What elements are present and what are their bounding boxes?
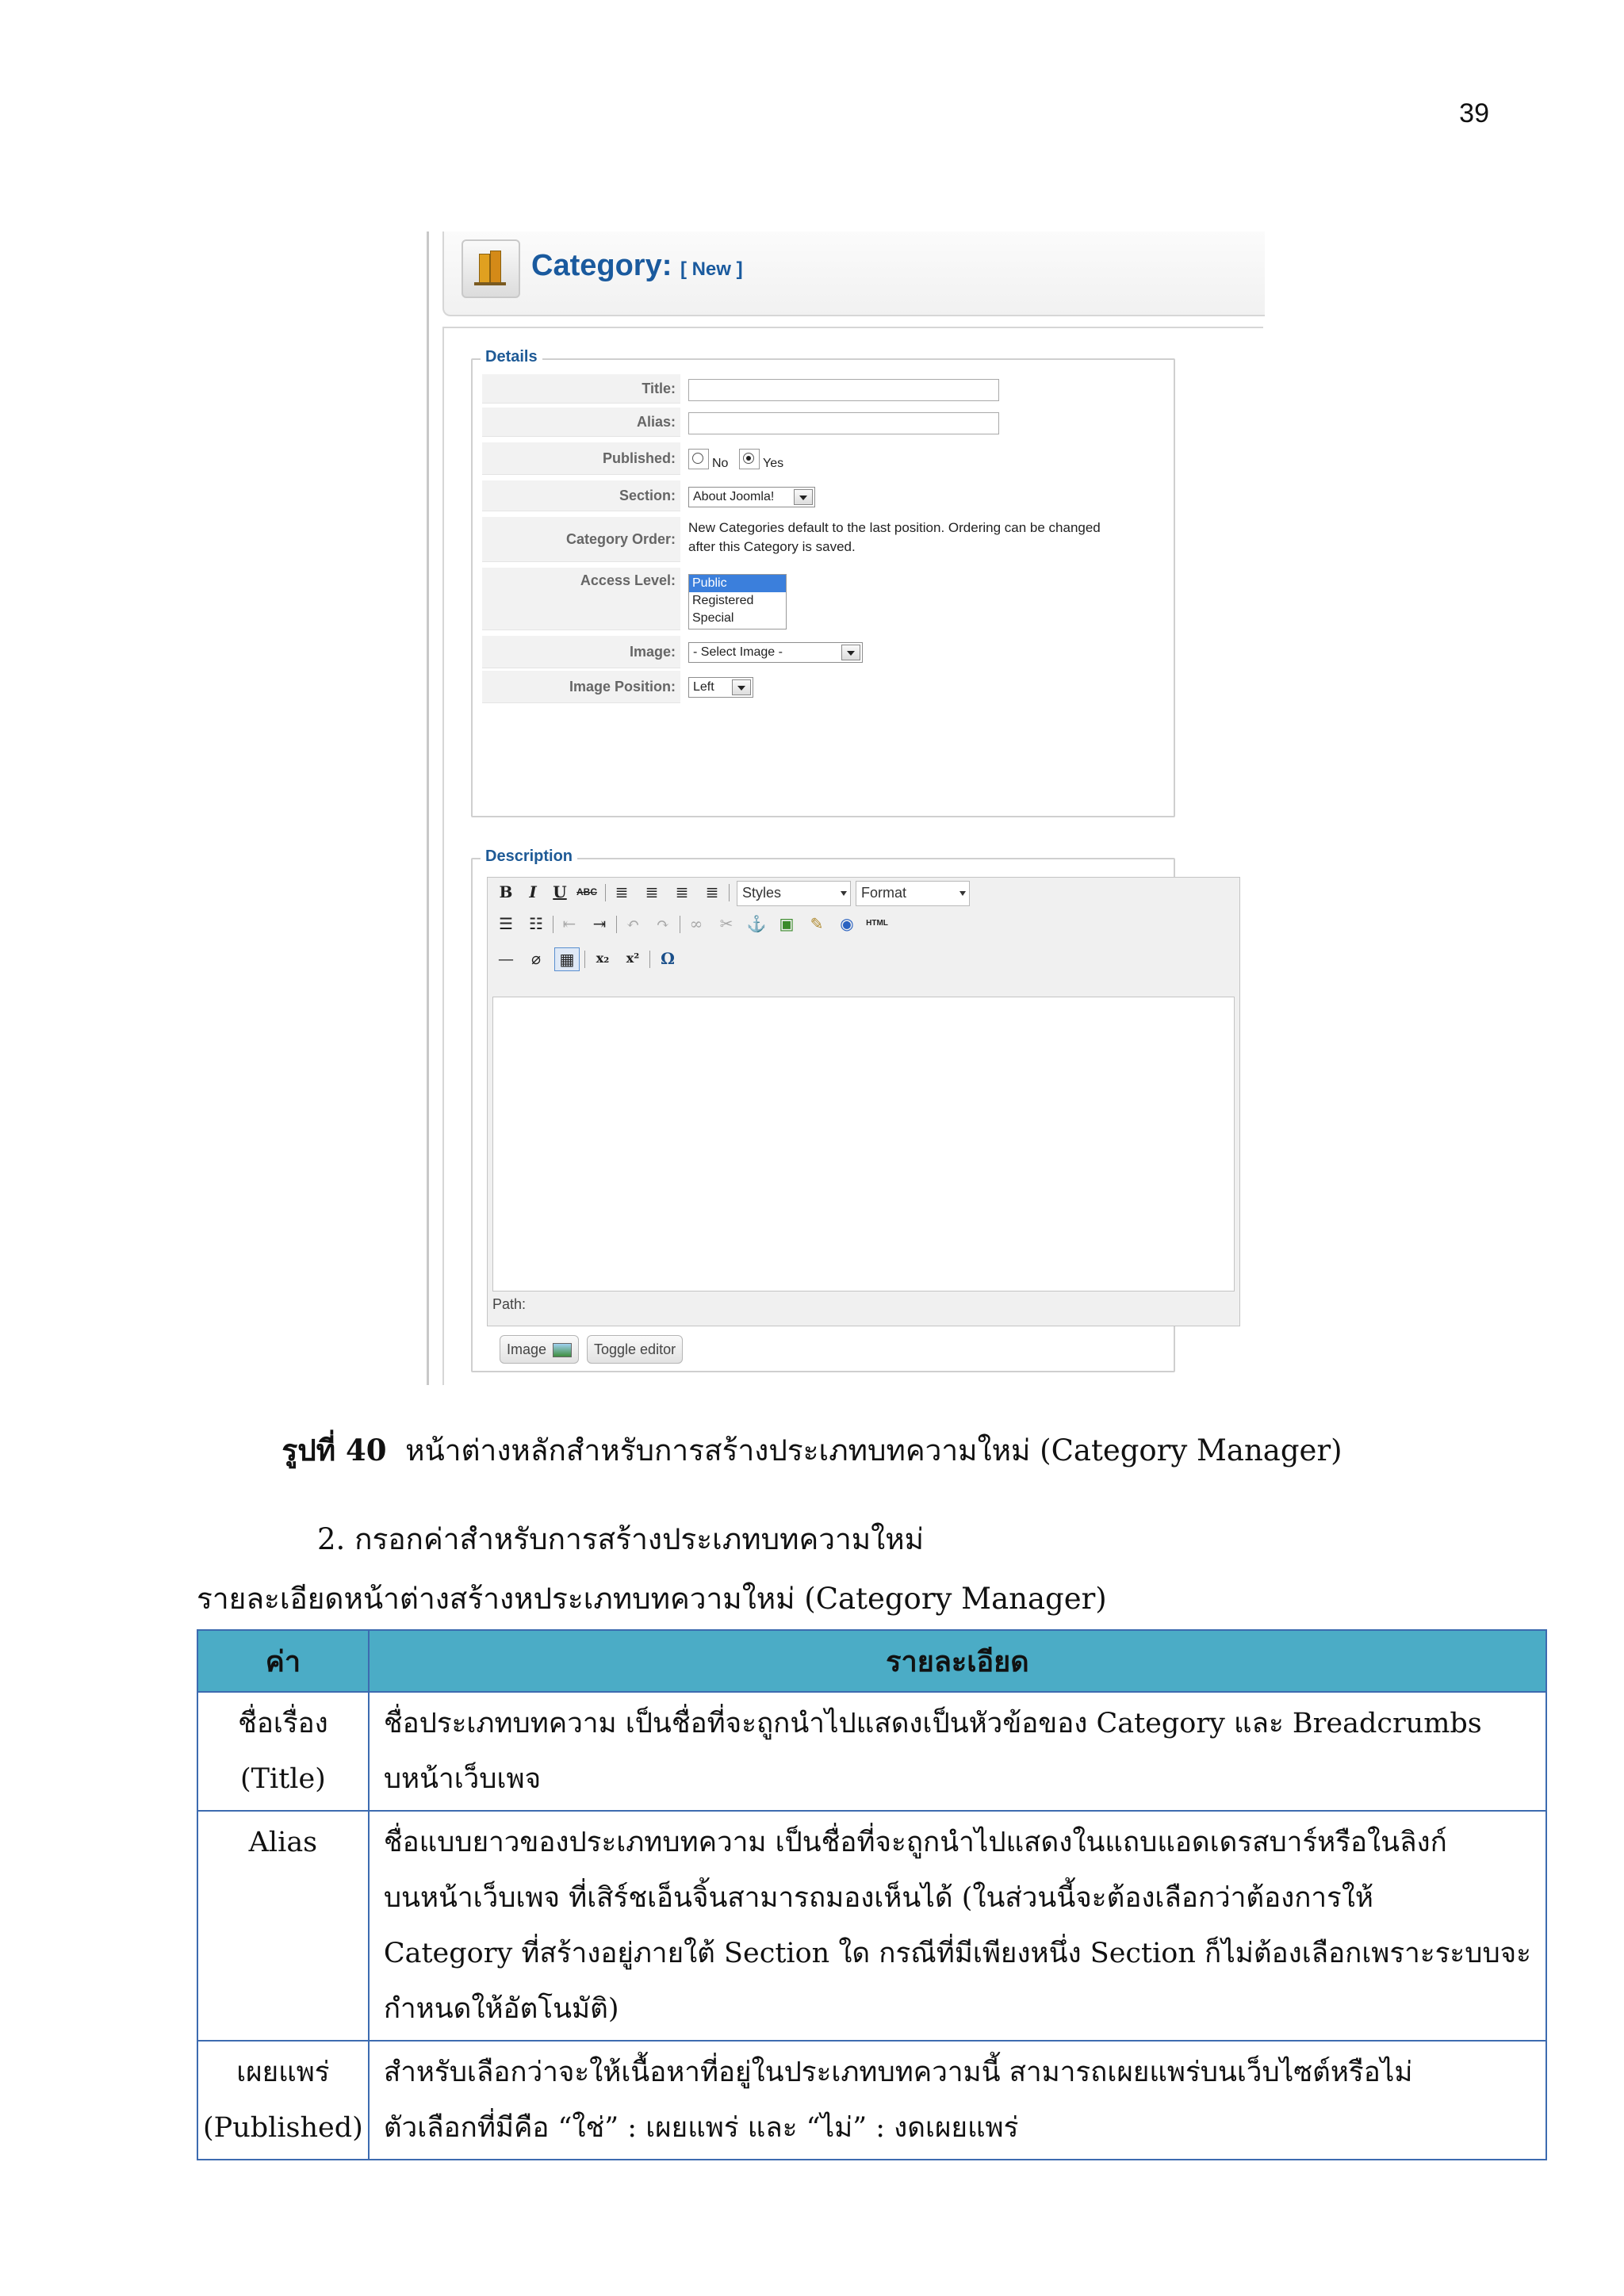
subscript-button[interactable]: x₂ bbox=[596, 951, 610, 966]
alias-label: Alias: bbox=[636, 414, 676, 430]
detail-line: สำหรับเลือกว่าจะให้เนื้อหาที่อยู่ในประเภทบทความนี้ สามารถเผยแพร่บนเว็บไซต์หรือไม่ bbox=[383, 2057, 1413, 2088]
figure-caption bbox=[0, 1427, 1624, 1474]
alias-input[interactable] bbox=[688, 412, 999, 434]
access-level-option[interactable]: Special bbox=[692, 611, 734, 625]
table-row bbox=[197, 1692, 1546, 1811]
description-legend: Description bbox=[481, 848, 577, 866]
image-value: - Select Image - bbox=[693, 645, 783, 659]
step-paragraph: 2. กรอกค่าสำหรับการสร้างประเภทบทความใหม่ bbox=[317, 1522, 925, 1556]
editor-toolbar-row-3 bbox=[494, 944, 1231, 973]
numbered-list-icon[interactable]: ☷ bbox=[529, 914, 543, 933]
section-select[interactable] bbox=[688, 487, 815, 507]
detail-line: กำหนดให้อัตโนมัติ) bbox=[383, 1993, 619, 2025]
section-label: Section: bbox=[619, 488, 676, 503]
help-icon[interactable]: ◉ bbox=[840, 914, 854, 933]
superscript-button[interactable]: x² bbox=[626, 951, 640, 966]
access-level-label: Access Level: bbox=[580, 572, 676, 588]
detail-line: บนหน้าเว็บเพจ ที่เสิร์ชเอ็นจิ้นสามารถมองเห็นได้ (ในส่วนนี้จะต้องเลือกว่าต้องการให้ bbox=[383, 1882, 1374, 1914]
rich-text-editor bbox=[487, 877, 1240, 1326]
access-level-option[interactable]: Registered bbox=[692, 594, 754, 607]
image-position-select[interactable] bbox=[688, 677, 753, 698]
figure-left-border bbox=[427, 232, 429, 1385]
page-title bbox=[531, 249, 743, 283]
table-intro: รายละเอียดหน้าต่างสร้างหประเภทบทความใหม่ (Category Manager) bbox=[197, 1582, 1107, 1616]
description-fieldset bbox=[471, 848, 1175, 1372]
page-number: 39 bbox=[1459, 98, 1489, 128]
details-legend: Details bbox=[481, 348, 542, 366]
section-row bbox=[482, 480, 680, 511]
category-order-row bbox=[482, 517, 680, 562]
image-position-value: Left bbox=[693, 680, 714, 694]
published-label: Published: bbox=[602, 450, 676, 466]
key-line: Alias bbox=[248, 1827, 318, 1858]
special-character-button[interactable]: Ω bbox=[661, 949, 675, 968]
key-line: ชื่อเรื่อง bbox=[238, 1708, 328, 1739]
key-line: (Title) bbox=[240, 1763, 326, 1795]
title-text: Category: bbox=[531, 249, 672, 282]
detail-line: ชื่อประเภทบทความ เป็นชื่อที่จะถูกนำไปแสดงเป็นหัวข้อของ Category และ Breadcrumbs bbox=[383, 1708, 1482, 1739]
alias-row bbox=[482, 408, 680, 437]
strikethrough-button[interactable]: ABC bbox=[576, 886, 597, 897]
table-icon[interactable]: ▦ bbox=[554, 947, 580, 971]
category-order-note-line: after this Category is saved. bbox=[688, 539, 856, 554]
header-key: ค่า bbox=[197, 1630, 369, 1692]
key-cell bbox=[197, 1692, 369, 1811]
detail-line: บหน้าเว็บเพจ bbox=[383, 1763, 542, 1795]
chevron-down-icon bbox=[959, 891, 966, 896]
category-order-note-line: New Categories default to the last position. Ordering can be changed bbox=[688, 520, 1101, 535]
image-label: Image: bbox=[629, 644, 676, 660]
chevron-down-icon bbox=[794, 489, 813, 505]
caption-label: รูปที่ 40 bbox=[282, 1433, 387, 1468]
outdent-icon[interactable]: ⇤ bbox=[562, 914, 576, 933]
title-subtext: [ New ] bbox=[680, 258, 743, 280]
key-line: เผยแพร่ bbox=[236, 2057, 330, 2088]
table-row bbox=[197, 2041, 1546, 2160]
redo-icon[interactable]: ↷ bbox=[656, 914, 670, 933]
anchor-icon[interactable]: ⚓ bbox=[746, 914, 767, 933]
access-level-option[interactable]: Public bbox=[689, 575, 786, 592]
details-fieldset bbox=[471, 348, 1175, 817]
format-dropdown[interactable] bbox=[856, 881, 970, 906]
indent-icon[interactable]: ⇥ bbox=[592, 914, 607, 933]
image-button[interactable] bbox=[500, 1335, 579, 1364]
category-books-icon bbox=[462, 239, 520, 298]
remove-format-icon[interactable]: ⌀ bbox=[530, 949, 542, 968]
toolbar-header bbox=[442, 232, 1265, 316]
insert-image-icon[interactable]: ▣ bbox=[779, 914, 795, 933]
toggle-editor-button[interactable]: Toggle editor bbox=[587, 1335, 683, 1364]
align-right-icon[interactable]: ≣ bbox=[675, 882, 689, 901]
chevron-down-icon bbox=[841, 645, 860, 660]
detail-cell bbox=[369, 1692, 1546, 1811]
chevron-down-icon bbox=[841, 891, 847, 896]
bold-button[interactable]: B bbox=[499, 882, 513, 901]
access-level-list[interactable] bbox=[688, 574, 787, 629]
published-no-label: No bbox=[712, 457, 729, 470]
picture-icon bbox=[553, 1343, 572, 1357]
styles-dropdown-value: Styles bbox=[742, 885, 782, 901]
detail-cell bbox=[369, 1811, 1546, 2041]
link-icon[interactable]: ∞ bbox=[689, 914, 703, 933]
key-cell bbox=[197, 1811, 369, 2041]
underline-button[interactable]: U bbox=[553, 882, 567, 901]
detail-cell bbox=[369, 2041, 1546, 2160]
content-top-border bbox=[442, 327, 1263, 328]
image-position-row bbox=[482, 671, 680, 703]
fields-table bbox=[197, 1629, 1547, 2160]
title-row bbox=[482, 374, 680, 404]
image-button-label: Image bbox=[507, 1341, 547, 1357]
key-line: (Published) bbox=[203, 2112, 363, 2144]
image-row bbox=[482, 636, 680, 668]
published-yes-radio[interactable] bbox=[739, 449, 760, 469]
header-detail: รายละเอียด bbox=[369, 1630, 1546, 1692]
image-select[interactable] bbox=[688, 642, 863, 663]
published-no-radio[interactable] bbox=[688, 449, 709, 469]
unlink-icon[interactable]: ✂ bbox=[719, 914, 733, 933]
align-center-icon[interactable]: ≣ bbox=[645, 882, 659, 901]
html-source-button[interactable]: HTML bbox=[866, 919, 888, 928]
italic-button[interactable]: I bbox=[529, 882, 537, 901]
table-header-row bbox=[197, 1630, 1546, 1692]
content-left-border bbox=[442, 327, 444, 1385]
category-order-label: Category Order: bbox=[565, 531, 676, 547]
align-left-icon[interactable]: ≣ bbox=[615, 882, 629, 901]
key-cell bbox=[197, 2041, 369, 2160]
editor-content-area[interactable] bbox=[492, 997, 1235, 1292]
horizontal-rule-button[interactable]: — bbox=[498, 949, 514, 968]
category-order-note bbox=[688, 519, 1164, 557]
title-input[interactable] bbox=[688, 379, 999, 401]
editor-toolbar-row-1 bbox=[494, 878, 1231, 906]
undo-icon[interactable]: ↶ bbox=[626, 914, 640, 933]
bullet-list-icon[interactable]: ☰ bbox=[499, 914, 513, 933]
caption-text: หน้าต่างหลักสำหรับการสร้างประเภทบทความใหม่ (Category Manager) bbox=[405, 1433, 1342, 1468]
access-level-row bbox=[482, 568, 680, 630]
detail-line: ตัวเลือกที่มีคือ “ใช่” : เผยแพร่ และ “ไม่” : งดเผยแพร่ bbox=[383, 2112, 1019, 2144]
published-yes-label: Yes bbox=[763, 457, 784, 470]
table-row bbox=[197, 1811, 1546, 2041]
section-value: About Joomla! bbox=[693, 490, 775, 503]
published-row bbox=[482, 442, 680, 475]
detail-line: Category ที่สร้างอยู่ภายใต้ Section ใด กรณีที่มีเพียงหนึ่ง Section ก็ไม่ต้องเลือกเพราะระบบจะ bbox=[383, 1938, 1531, 1969]
format-dropdown-value: Format bbox=[861, 885, 907, 901]
category-screenshot bbox=[427, 232, 1263, 1385]
editor-path: Path: bbox=[492, 1296, 527, 1312]
image-position-label: Image Position: bbox=[569, 679, 676, 695]
align-justify-icon[interactable]: ≣ bbox=[705, 882, 719, 901]
title-label: Title: bbox=[642, 381, 676, 396]
cleanup-icon[interactable]: ✎ bbox=[810, 914, 824, 933]
detail-line: ชื่อแบบยาวของประเภทบทความ เป็นชื่อที่จะถูกนำไปแสดงในแถบแอดเดรสบาร์หรือในลิงก์ bbox=[383, 1827, 1447, 1858]
styles-dropdown[interactable] bbox=[737, 881, 851, 906]
editor-toolbar-row-2 bbox=[494, 909, 1231, 938]
chevron-down-icon bbox=[732, 679, 751, 695]
